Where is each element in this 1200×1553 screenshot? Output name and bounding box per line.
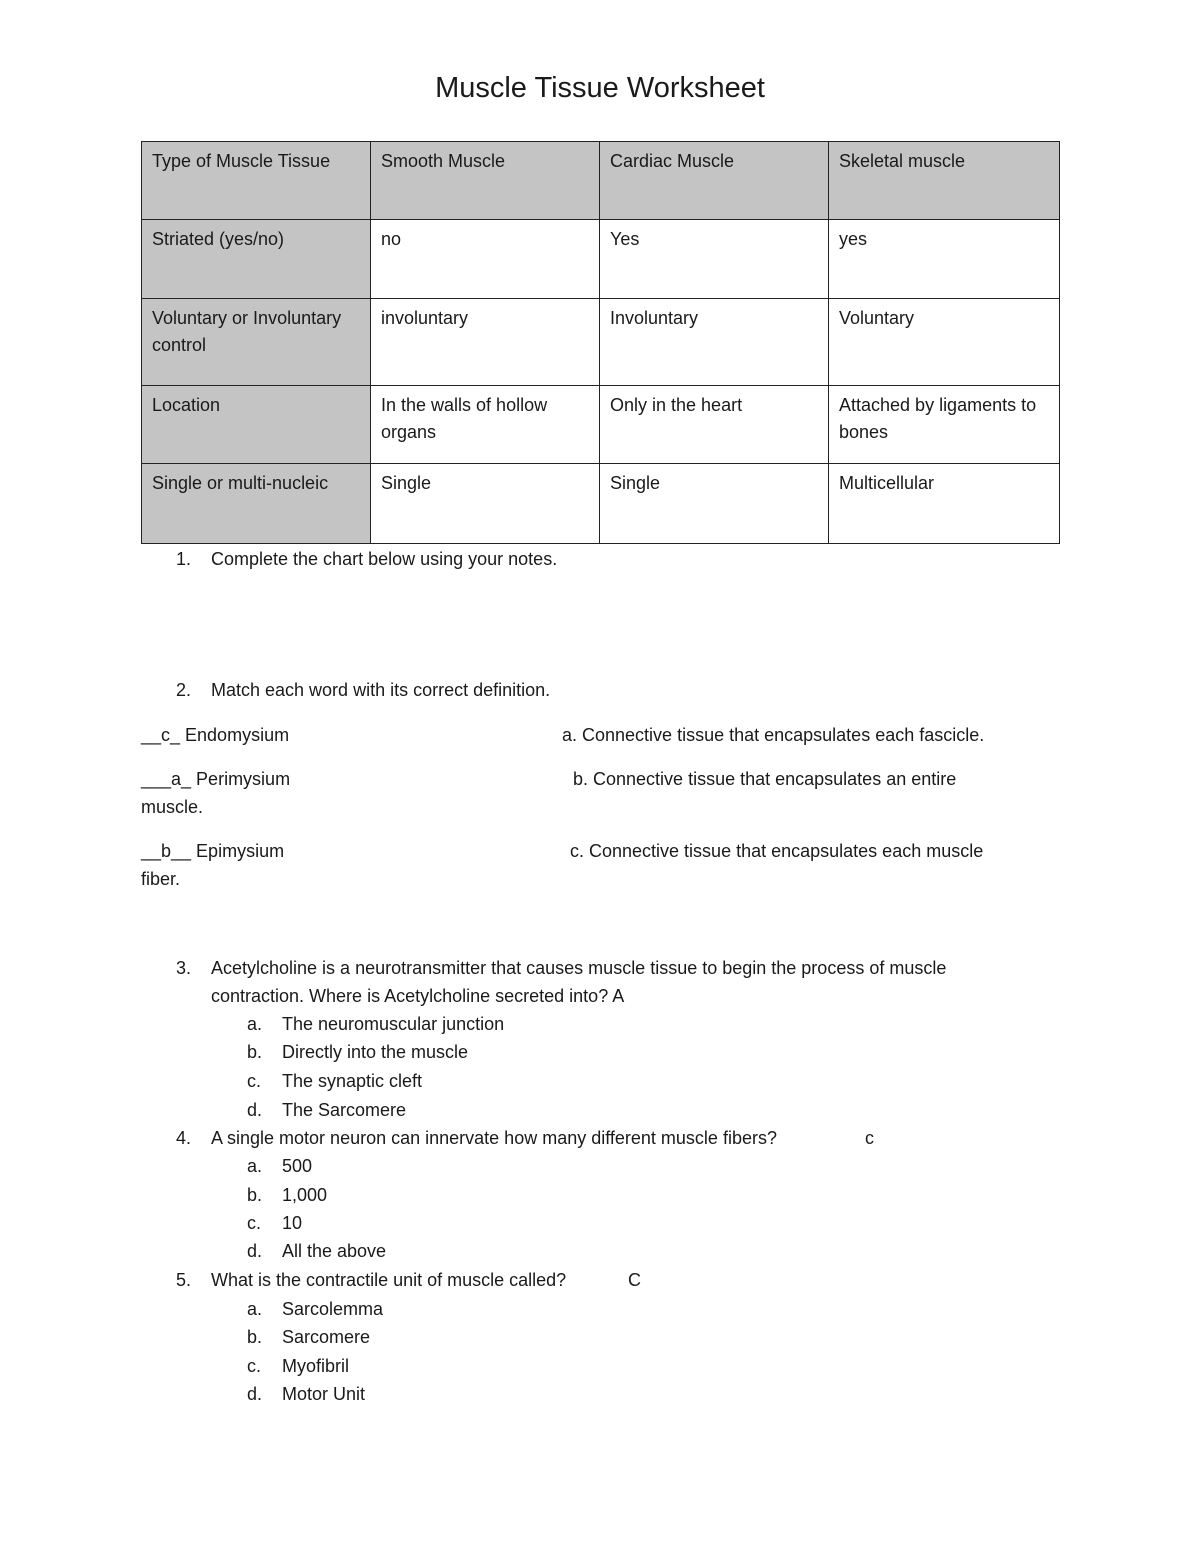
match-definition: b. Connective tissue that encapsulates an entire bbox=[573, 769, 957, 789]
option-text: Sarcomere bbox=[282, 1327, 371, 1347]
table-cell: yes bbox=[829, 220, 1060, 299]
option-text: The neuromuscular junction bbox=[282, 1014, 505, 1034]
table-cell: Multicellular bbox=[829, 464, 1060, 544]
table-header-cell: Type of Muscle Tissue bbox=[142, 142, 371, 220]
question-text: What is the contractile unit of muscle called? bbox=[211, 1270, 567, 1290]
option-letter: d. bbox=[247, 1241, 263, 1261]
table-row-header: Single or multi-nucleic bbox=[142, 464, 371, 544]
question-number: 1. bbox=[176, 549, 192, 569]
option-letter: d. bbox=[247, 1384, 263, 1404]
option-letter: a. bbox=[247, 1156, 263, 1176]
match-term: ___a_ Perimysium bbox=[141, 769, 291, 789]
option-letter: c. bbox=[247, 1071, 262, 1091]
option-text: The Sarcomere bbox=[282, 1100, 407, 1120]
table-cell: In the walls of hollow organs bbox=[371, 386, 600, 464]
question-number: 4. bbox=[176, 1128, 192, 1148]
question-text: Acetylcholine is a neurotransmitter that causes muscle tissue to begin the process of muscle bbox=[211, 958, 947, 978]
question-number: 2. bbox=[176, 680, 192, 700]
question-text: Match each word with its correct definition. bbox=[211, 680, 551, 700]
option-letter: a. bbox=[247, 1299, 263, 1319]
option-letter: d. bbox=[247, 1100, 263, 1120]
table-cell: Yes bbox=[600, 220, 829, 299]
table-row bbox=[142, 386, 1060, 464]
question-number: 5. bbox=[176, 1270, 192, 1290]
question-number: 3. bbox=[176, 958, 192, 978]
table-cell: Single bbox=[600, 464, 829, 544]
table-row bbox=[142, 220, 1060, 299]
option-letter: a. bbox=[247, 1014, 263, 1034]
table-row bbox=[142, 299, 1060, 386]
option-text: The synaptic cleft bbox=[282, 1071, 423, 1091]
table-row-header: Voluntary or Involuntary control bbox=[142, 299, 371, 386]
table-row bbox=[142, 464, 1060, 544]
option-text: All the above bbox=[282, 1241, 387, 1261]
table-header-cell: Smooth Muscle bbox=[371, 142, 600, 220]
question-text-continued: contraction. Where is Acetylcholine secreted into? A bbox=[211, 986, 625, 1006]
answer-text: c bbox=[865, 1128, 874, 1148]
table-cell: Only in the heart bbox=[600, 386, 829, 464]
table-header-cell: Cardiac Muscle bbox=[600, 142, 829, 220]
option-letter: b. bbox=[247, 1042, 263, 1062]
option-text: Sarcolemma bbox=[282, 1299, 384, 1319]
match-definition: a. Connective tissue that encapsulates each fascicle. bbox=[562, 725, 985, 745]
option-text: 500 bbox=[282, 1156, 313, 1176]
answer-text: C bbox=[628, 1270, 641, 1290]
table-cell: Voluntary bbox=[829, 299, 1060, 386]
option-letter: b. bbox=[247, 1185, 263, 1205]
match-definition-continued: fiber. bbox=[141, 869, 181, 889]
match-definition: c. Connective tissue that encapsulates each muscle bbox=[570, 841, 984, 861]
option-text: 10 bbox=[282, 1213, 303, 1233]
table-cell: Involuntary bbox=[600, 299, 829, 386]
table-cell: Attached by ligaments to bones bbox=[829, 386, 1060, 464]
question-text: Complete the chart below using your notes. bbox=[211, 549, 558, 569]
option-letter: c. bbox=[247, 1213, 262, 1233]
option-letter: b. bbox=[247, 1327, 263, 1347]
table-row-header: Striated (yes/no) bbox=[142, 220, 371, 299]
table-header-row bbox=[142, 142, 1060, 220]
table-cell: involuntary bbox=[371, 299, 600, 386]
match-term: __c_ Endomysium bbox=[141, 725, 290, 745]
match-definition-continued: muscle. bbox=[141, 797, 204, 817]
option-text: 1,000 bbox=[282, 1185, 328, 1205]
table-header-cell: Skeletal muscle bbox=[829, 142, 1060, 220]
table-cell: Single bbox=[371, 464, 600, 544]
option-text: Directly into the muscle bbox=[282, 1042, 469, 1062]
match-term: __b__ Epimysium bbox=[141, 841, 285, 861]
option-letter: c. bbox=[247, 1356, 262, 1376]
option-text: Myofibril bbox=[282, 1356, 350, 1376]
table-cell: no bbox=[371, 220, 600, 299]
muscle-tissue-table bbox=[141, 141, 1060, 544]
page-title: Muscle Tissue Worksheet bbox=[435, 72, 765, 104]
option-text: Motor Unit bbox=[282, 1384, 366, 1404]
question-text: A single motor neuron can innervate how many different muscle fibers? bbox=[211, 1128, 777, 1148]
table-row-header: Location bbox=[142, 386, 371, 464]
